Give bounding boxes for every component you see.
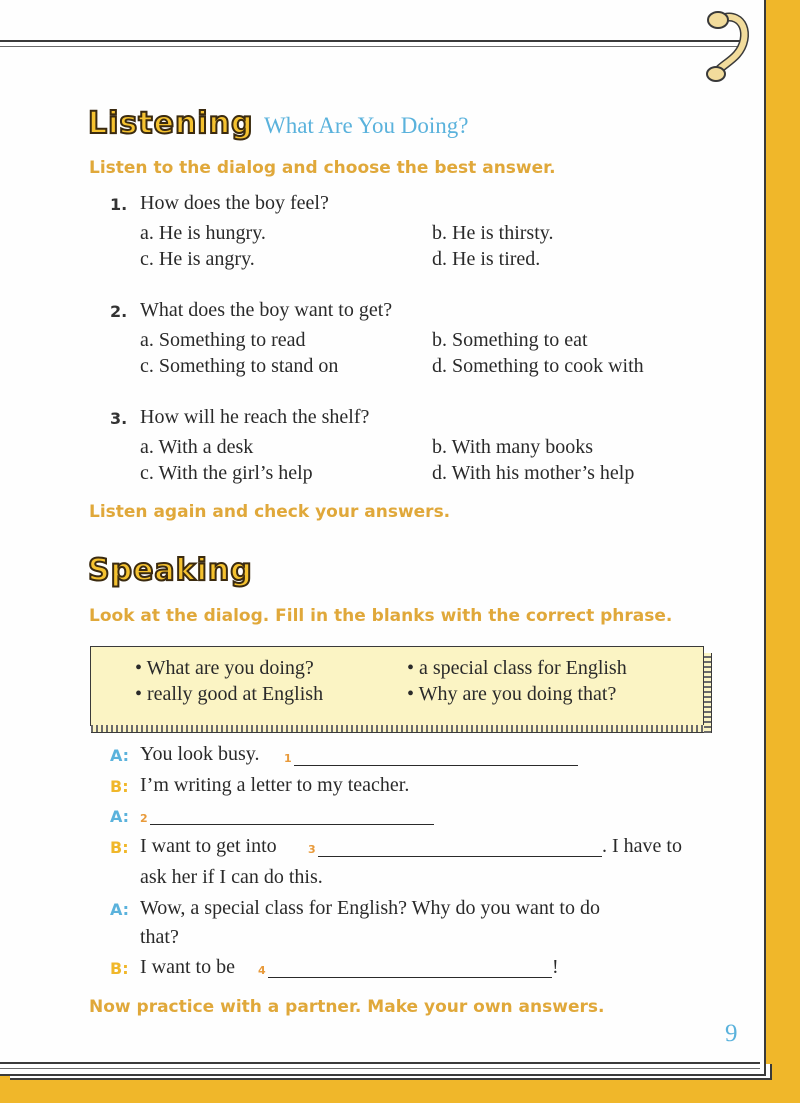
phrase-item: • Why are you doing that? xyxy=(407,683,617,705)
phrase-box xyxy=(90,646,704,726)
answer-option[interactable]: b. He is thirsty. xyxy=(432,222,554,244)
dialog-line: You look busy. xyxy=(140,743,260,765)
answer-blank[interactable] xyxy=(294,765,578,766)
phrase-item: • What are you doing? xyxy=(135,657,314,679)
question-number: 2. xyxy=(110,302,128,321)
listening-heading: Listening xyxy=(88,106,254,141)
bottom-rule xyxy=(0,1062,760,1064)
question-text: How will he reach the shelf? xyxy=(140,406,370,428)
blank-number: 4 xyxy=(258,964,266,977)
answer-option[interactable]: c. He is angry. xyxy=(140,248,255,270)
speaking-heading: Speaking xyxy=(88,553,253,588)
top-rule xyxy=(0,40,742,42)
answer-option[interactable]: d. He is tired. xyxy=(432,248,541,270)
blank-number: 2 xyxy=(140,812,148,825)
answer-option[interactable]: a. Something to read xyxy=(140,329,306,351)
answer-option[interactable]: d. With his mother’s help xyxy=(432,462,635,484)
dialog-line-continued: ! xyxy=(552,956,559,978)
dialog-line: I want to get into xyxy=(140,835,277,857)
question-number: 3. xyxy=(110,409,128,428)
answer-option[interactable]: c. With the girl’s help xyxy=(140,462,313,484)
dialog-line: I want to be xyxy=(140,956,235,978)
dialog-line-wrap: that? xyxy=(140,926,179,948)
bottom-rule-thin xyxy=(0,1068,760,1069)
answer-option[interactable]: b. With many books xyxy=(432,436,594,458)
answer-option[interactable]: b. Something to eat xyxy=(432,329,588,351)
blank-number: 3 xyxy=(308,843,316,856)
speaking-instruction: Look at the dialog. Fill in the blanks with the correct phrase. xyxy=(89,606,673,626)
answer-blank[interactable] xyxy=(150,824,434,825)
speaker-label: A: xyxy=(110,900,130,919)
page-number: 9 xyxy=(725,1020,738,1047)
answer-option[interactable]: a. He is hungry. xyxy=(140,222,266,244)
speaker-label: B: xyxy=(110,838,129,857)
dialog-line: I’m writing a letter to my teacher. xyxy=(140,774,410,796)
answer-option[interactable]: a. With a desk xyxy=(140,436,254,458)
phrase-box-edge xyxy=(91,725,711,733)
dialog-line-continued: . I have to xyxy=(602,835,682,857)
speaker-label: B: xyxy=(110,777,129,796)
dialog-line: Wow, a special class for English? Why do you want to do xyxy=(140,897,600,919)
question-text: What does the boy want to get? xyxy=(140,299,393,321)
paper-clip-icon xyxy=(700,4,760,84)
listening-subtitle: What Are You Doing? xyxy=(264,113,469,138)
question-text: How does the boy feel? xyxy=(140,192,329,214)
phrase-item: • a special class for English xyxy=(407,657,627,679)
phrase-item: • really good at English xyxy=(135,683,324,705)
answer-blank[interactable] xyxy=(268,977,552,978)
question-number: 1. xyxy=(110,195,128,214)
speaker-label: B: xyxy=(110,959,129,978)
answer-blank[interactable] xyxy=(318,856,602,857)
blank-number: 1 xyxy=(284,752,292,765)
top-rule-thin xyxy=(0,46,742,47)
speaker-label: A: xyxy=(110,746,130,765)
answer-option[interactable]: d. Something to cook with xyxy=(432,355,644,377)
speaker-label: A: xyxy=(110,807,130,826)
answer-option[interactable]: c. Something to stand on xyxy=(140,355,339,377)
practice-instruction: Now practice with a partner. Make your own answers. xyxy=(89,997,605,1017)
phrase-box-edge xyxy=(704,653,712,733)
dialog-line-wrap: ask her if I can do this. xyxy=(140,866,323,888)
listening-instruction: Listen to the dialog and choose the best answer. xyxy=(89,158,556,178)
listen-again-instruction: Listen again and check your answers. xyxy=(89,502,451,522)
